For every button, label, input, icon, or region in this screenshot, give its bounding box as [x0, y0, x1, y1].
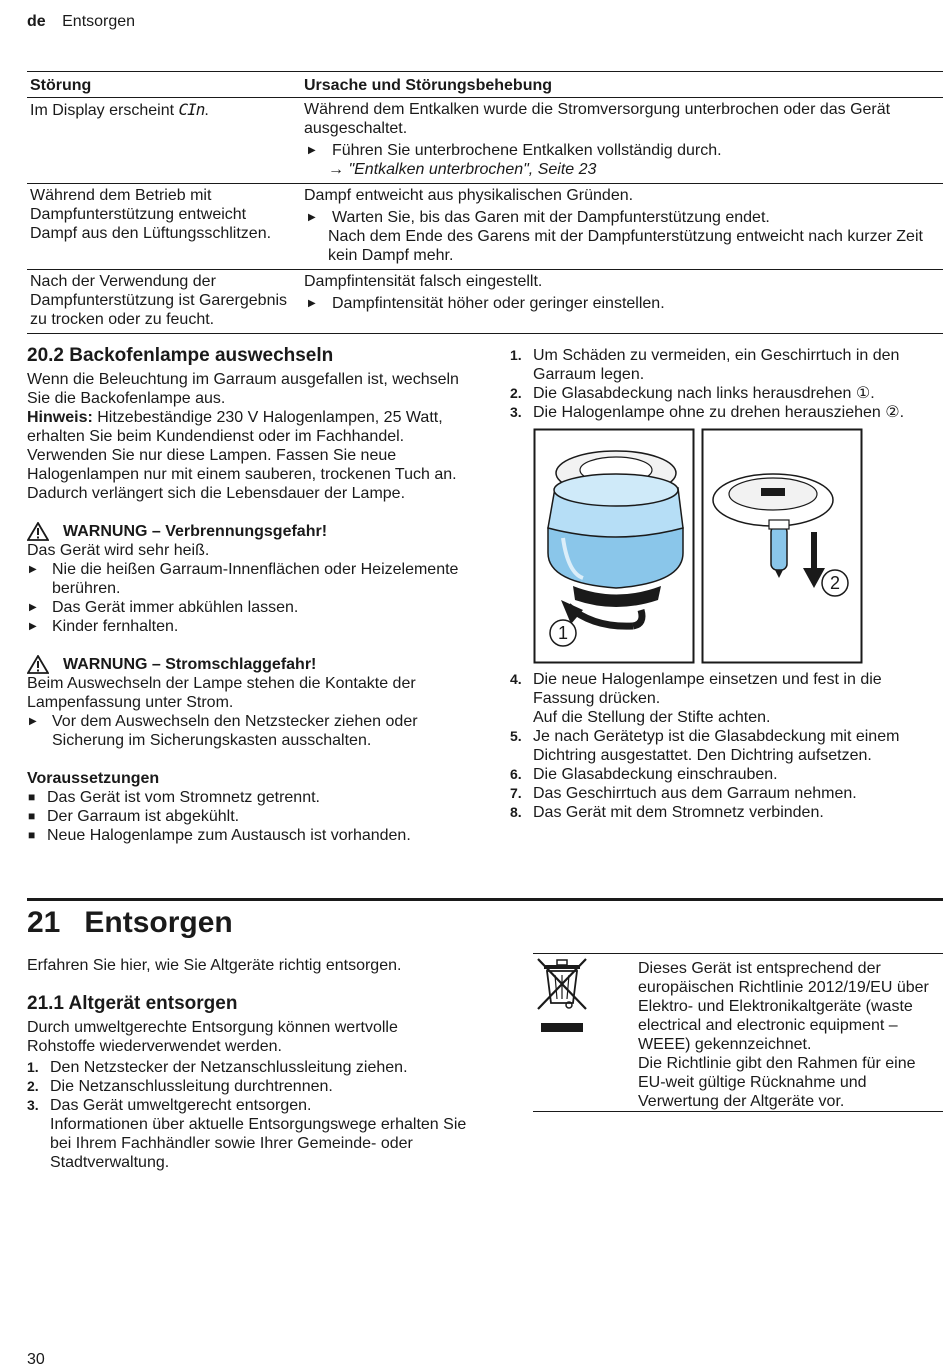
step-content	[50, 1096, 467, 1172]
step-text: Das Geschirrtuch aus dem Garraum nehmen.	[533, 785, 857, 802]
triangle-bullet-icon: ▶	[29, 602, 37, 613]
warning-title-row	[27, 655, 467, 674]
warning-text: Beim Auswechseln der Lampe stehen die Kontakte der Lampenfassung unter Strom.	[27, 675, 416, 711]
list-item-text: Das Gerät immer abkühlen lassen.	[52, 599, 299, 616]
list-item	[27, 807, 467, 826]
step-text: Das Gerät mit dem Stromnetz verbinden.	[533, 804, 824, 821]
page-number: 30	[27, 1351, 45, 1368]
action-item	[304, 141, 943, 160]
step-text: Die Netzanschlussleitung durchtrennen.	[50, 1078, 333, 1095]
step-item	[510, 670, 946, 727]
trouble-table	[27, 71, 943, 334]
step-number: 3.	[27, 1097, 39, 1113]
prereq-title: Voraussetzungen	[27, 770, 160, 787]
warning-triangle-icon	[27, 655, 49, 674]
language-code: de	[27, 13, 46, 30]
step-item	[27, 1096, 467, 1172]
warning-triangle-icon	[27, 522, 49, 541]
list-item-text: Kinder fernhalten.	[52, 618, 179, 635]
step-text: Um Schäden zu vermeiden, ein Geschirrtuch in den Garraum legen.	[533, 347, 900, 383]
cause-cell	[301, 184, 943, 269]
page-reference: → "Entkalken unterbrochen", Seite 23	[328, 161, 597, 178]
cause-text: Dampf entweicht aus physikalischen Gründen.	[304, 187, 634, 204]
step-item	[510, 803, 946, 822]
col-header-problem: Störung	[30, 77, 92, 94]
cause-cell	[301, 98, 943, 183]
triangle-bullet-icon: ▶	[308, 145, 316, 156]
chapter-rule	[27, 898, 943, 901]
step-number: 8.	[510, 804, 522, 820]
step-text: Die Glasabdeckung nach links herausdrehen ①.	[533, 385, 875, 402]
lamp-steps-a	[510, 346, 946, 422]
weee-info-box	[533, 953, 943, 1112]
table-row	[27, 269, 943, 334]
step-item	[510, 403, 946, 422]
list-item-text: Nie die heißen Garraum-Innenflächen oder Heizelemente berühren.	[52, 561, 459, 597]
triangle-bullet-icon: ▶	[29, 564, 37, 575]
hint-paragraph	[27, 408, 467, 503]
action-note: Nach dem Ende des Garens mit der Dampfunterstützung entweicht nach kurzer Zeit kein Dampf mehr.	[328, 228, 923, 264]
action-text: Dampfintensität höher oder geringer einstellen.	[332, 295, 665, 312]
step-text: Den Netzstecker der Netzanschlussleitung ziehen.	[50, 1059, 408, 1076]
chapter-title	[27, 903, 233, 943]
problem-text: Im Display erscheint	[30, 102, 175, 119]
problem-cell: Im Display erscheint CIn.	[30, 100, 209, 119]
step-note: Informationen über aktuelle Entsorgungswege erhalten Sie bei Ihrem Fachhändler sowie Ihrer Gemeinde- oder Stadtverwaltung.	[50, 1116, 467, 1171]
step-text: Je nach Gerätetyp ist die Glasabdeckung mit einem Dichtring ausgestattet. Den Dichtring aufsetzen.	[533, 728, 900, 764]
warning-title: WARNUNG – Verbrennungsgefahr!	[63, 523, 328, 540]
warning-title: WARNUNG – Stromschlaggefahr!	[63, 656, 317, 673]
triangle-bullet-icon: ▶	[308, 298, 316, 309]
action-item	[304, 294, 943, 313]
section-intro: Durch umweltgerechte Entsorgung können wertvolle Rohstoffe wiederverwendet werden.	[27, 1019, 398, 1055]
disposal-section	[27, 956, 467, 1172]
square-bullet-icon: ■	[28, 790, 36, 804]
table-header-row	[27, 71, 943, 98]
triangle-bullet-icon: ▶	[308, 212, 316, 223]
cause-text: Während dem Entkalken wurde die Stromversorgung unterbrochen oder das Gerät ausgeschaltet.	[304, 101, 891, 137]
step-number: 5.	[510, 728, 522, 744]
step-text: Die Halogenlampe ohne zu drehen herausziehen ②.	[533, 404, 905, 421]
list-item	[27, 617, 467, 636]
step-item	[510, 346, 946, 384]
callout-1-label: 1	[557, 623, 569, 643]
step-number: 7.	[510, 785, 522, 801]
warning-shock	[27, 655, 467, 750]
warning-text: Das Gerät wird sehr heiß.	[27, 542, 210, 559]
step-text: Die neue Halogenlampe einsetzen und fest in die Fassung drücken.	[533, 671, 882, 707]
list-item-text: Vor dem Auswechseln den Netzstecker ziehen oder Sicherung im Sicherungskasten ausschalten.	[52, 713, 418, 749]
hint-label: Hinweis:	[27, 409, 93, 426]
step-item	[510, 727, 946, 765]
lamp-steps-b	[510, 670, 946, 822]
list-item	[27, 560, 467, 598]
step-number: 2.	[27, 1078, 39, 1094]
list-item	[27, 788, 467, 807]
list-item	[27, 598, 467, 617]
action-text: Führen Sie unterbrochene Entkalken vollständig durch.	[332, 142, 722, 159]
cause-text: Dampfintensität falsch eingestellt.	[304, 273, 543, 290]
list-item	[27, 826, 467, 845]
page-header	[27, 12, 135, 31]
problem-cell: Nach der Verwendung der Dampfunterstützung ist Garergebnis zu trocken oder zu feucht.	[30, 273, 288, 328]
step-text: Das Gerät umweltgerecht entsorgen.	[50, 1097, 312, 1114]
section-intro: Wenn die Beleuchtung im Garraum ausgefallen ist, wechseln Sie die Backofenlampe aus.	[27, 371, 459, 407]
square-bullet-icon: ■	[28, 809, 36, 823]
section-title: 21.1 Altgerät entsorgen	[27, 993, 238, 1014]
col-header-cause: Ursache und Störungsbehebung	[304, 77, 553, 94]
crossed-bin-icon	[535, 957, 589, 1037]
callout-2-label: 2	[829, 573, 841, 593]
warning-burn	[27, 522, 467, 636]
step-content	[533, 670, 946, 727]
list-item-text: Der Garraum ist abgekühlt.	[47, 808, 240, 825]
weee-text: Dieses Gerät ist entsprechend der europäischen Richtlinie 2012/19/EU über Elektro- und Elektronikaltgeräte (waste electrical and electronic equipment – WEEE) gekennzeichnet.	[638, 960, 929, 1053]
list-item-text: Das Gerät ist vom Stromnetz getrennt.	[47, 789, 320, 806]
section-title: 20.2 Backofenlampe auswechseln	[27, 345, 334, 366]
step-number: 3.	[510, 404, 522, 420]
step-number: 1.	[510, 347, 522, 363]
disposal-steps	[27, 1058, 467, 1172]
hint-text: Hitzebeständige 230 V Halogenlampen, 25 Watt, erhalten Sie beim Kundendienst oder im Fachhandel. Verwenden Sie nur diese Lampen. Fassen Sie neue Halogenlampen nur mit einem sauberen, trockenen Tuch an. Dadurch verlängert sich die Lebensdauer der Lampe.	[27, 409, 457, 502]
lamp-replacement-figure	[533, 428, 863, 666]
chapter-number: 21	[27, 906, 61, 939]
chapter-name: Entsorgen	[84, 906, 233, 939]
step-item	[27, 1058, 467, 1077]
step-item	[510, 384, 946, 403]
step-item	[27, 1077, 467, 1096]
step-item	[510, 765, 946, 784]
step-note: Auf die Stellung der Stifte achten.	[533, 709, 771, 726]
weee-text-2: Die Richtlinie gibt den Rahmen für eine EU-weit gültige Rücknahme und Verwertung der Altgeräte vor.	[638, 1055, 916, 1110]
action-item	[304, 208, 943, 227]
warning-title-row	[27, 522, 467, 541]
weee-text-block	[638, 959, 943, 1111]
action-text: Warten Sie, bis das Garen mit der Dampfunterstützung endet.	[332, 209, 770, 226]
table-row	[27, 98, 943, 183]
chapter-intro: Erfahren Sie hier, wie Sie Altgeräte richtig entsorgen.	[27, 957, 402, 974]
square-bullet-icon: ■	[28, 828, 36, 842]
step-number: 2.	[510, 385, 522, 401]
triangle-bullet-icon: ▶	[29, 621, 37, 632]
step-number: 1.	[27, 1059, 39, 1075]
step-item	[510, 784, 946, 803]
triangle-bullet-icon: ▶	[29, 716, 37, 727]
lamp-section	[27, 346, 467, 845]
list-item	[27, 712, 467, 750]
list-item-text: Neue Halogenlampe zum Austausch ist vorhanden.	[47, 827, 411, 844]
step-text: Die Glasabdeckung einschrauben.	[533, 766, 778, 783]
table-row	[27, 183, 943, 269]
section-name: Entsorgen	[62, 13, 136, 30]
step-number: 6.	[510, 766, 522, 782]
cause-cell	[301, 270, 943, 333]
display-code: CIn	[178, 100, 205, 119]
step-number: 4.	[510, 671, 522, 687]
problem-cell: Während dem Betrieb mit Dampfunterstützung entweicht Dampf aus den Lüftungsschlitzen.	[30, 187, 272, 242]
